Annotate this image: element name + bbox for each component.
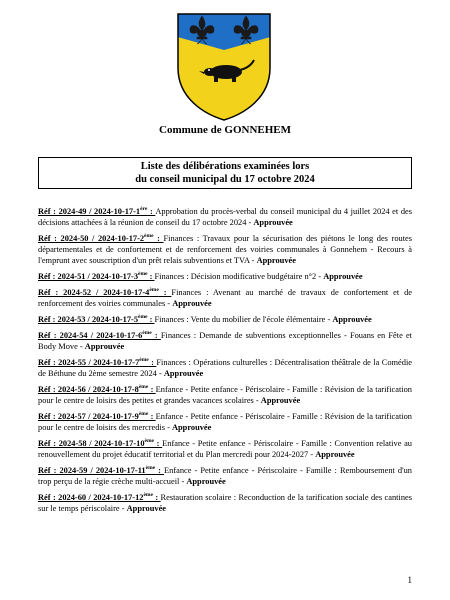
deliberation-status: Approuvée <box>256 256 296 265</box>
deliberation-status: Approuvée <box>172 299 212 308</box>
document-title-box <box>38 157 412 189</box>
deliberation-entry <box>38 314 412 325</box>
reference-number: Réf : 2024-53 / 2024-10-17-5 <box>38 315 139 324</box>
reference-ordinal: ème <box>145 465 156 472</box>
commune-coat-of-arms <box>174 10 274 122</box>
reference-separator: : <box>147 315 155 324</box>
reference-number: Réf : 2024-60 / 2024-10-17-12 <box>38 493 144 502</box>
deliberation-entry <box>38 330 412 352</box>
page-number: 1 <box>407 575 412 585</box>
reference-ordinal: ème <box>142 330 152 337</box>
deliberation-reference <box>38 288 171 297</box>
deliberation-subject: Finances : Travaux pour la sécurisation des piétons le long des routes départementales et de confortement et de renforcement des voiries communales à Gonnehem - Recours à l'emprunt avec souscription d'un prêt relais subventions et TVA - <box>38 234 412 265</box>
deliberation-subject: Enfance - Petite enfance - Périscolaire - Famille : Convention relative au renouvellement du projet éducatif territorial et du Plan mercredi pour 2024-2027 - <box>38 439 412 459</box>
deliberation-entry <box>38 287 412 309</box>
deliberation-subject: Enfance - Petite enfance - Périscolaire - Famille : Remboursement d'un trop perçu de la régie crèche multi-accueil - <box>38 466 412 486</box>
deliberation-subject: Enfance - Petite enfance - Périscolaire - Famille : Révision de la tarification pour le centre de loisirs des mercredis - <box>38 412 412 432</box>
deliberation-reference <box>38 207 155 216</box>
reference-number: Réf : 2024-51 / 2024-10-17-3 <box>38 272 139 281</box>
deliberation-subject: Finances : Demande de subventions exceptionnelles - Fouans en Fête et Body Move - <box>38 331 412 351</box>
deliberation-status: Approuvée <box>332 315 372 324</box>
deliberation-status: Approuvée <box>171 423 212 432</box>
deliberation-reference <box>38 331 161 340</box>
reference-number: Réf : 2024-58 / 2024-10-17-10 <box>38 439 145 448</box>
reference-separator: : <box>148 412 156 421</box>
deliberation-entry <box>38 233 412 266</box>
reference-separator: : <box>148 358 157 367</box>
deliberation-subject: Finances : Opérations culturelles : Décentralisation théâtrale de la Comédie de Béthune du 2ème semestre 2024 - <box>38 358 412 378</box>
reference-separator: : <box>153 234 164 243</box>
deliberation-status: Approuvée <box>163 369 204 378</box>
reference-ordinal: ème <box>144 438 154 445</box>
deliberation-status: Approuvée <box>315 450 355 459</box>
deliberation-subject: Approbation du procès-verbal du conseil municipal du 4 juillet 2024 et des décisions attachées à la réunion de conseil du 17 octobre 2024 - <box>38 207 412 227</box>
commune-name: Commune de GONNEHEM <box>159 124 291 136</box>
deliberation-subject: Finances : Décision modificative budgétaire n°2 - <box>154 272 324 281</box>
deliberation-entry <box>38 384 412 406</box>
reference-number: Réf : 2024-50 / 2024-10-17-2 <box>38 234 145 243</box>
deliberation-entry <box>38 465 412 487</box>
deliberation-subject: Enfance - Petite enfance - Périscolaire - Famille : Révision de la tarification pour le centre de loisirs des petites et grandes vacances scolaires - <box>38 385 412 405</box>
deliberation-subject: Finances : Avenant au marché de travaux de confortement et de renforcement des voiries communales - <box>38 288 413 308</box>
deliberation-status: Approuvée <box>84 342 125 351</box>
reference-number: Réf : 2024-56 / 2024-10-17-8 <box>38 385 139 394</box>
deliberation-entry <box>38 492 412 514</box>
reference-separator: : <box>147 207 156 216</box>
reference-separator: : <box>155 466 165 475</box>
deliberation-list <box>38 206 412 519</box>
reference-ordinal: ème <box>143 492 153 499</box>
deliberation-subject: Finances : Vente du mobilier de l'école élémentaire - <box>154 315 333 324</box>
reference-separator: : <box>152 493 161 502</box>
reference-number: Réf : 2024-57 / 2024-10-17-9 <box>38 412 139 421</box>
deliberation-status: Approuvée <box>323 272 363 281</box>
deliberation-reference <box>38 412 156 421</box>
deliberation-reference <box>38 358 156 367</box>
document-title-line-1: Liste des délibérations examinées lors <box>140 161 310 172</box>
deliberation-status: Approuvée <box>186 477 226 486</box>
deliberation-reference <box>38 466 164 475</box>
reference-ordinal: ème <box>138 411 149 418</box>
reference-ordinal: ère <box>140 206 148 213</box>
deliberation-status: Approuvée <box>260 396 301 405</box>
deliberation-entry <box>38 357 412 379</box>
deliberation-status: Approuvée <box>253 218 293 227</box>
deliberation-reference <box>38 315 154 324</box>
reference-ordinal: ème <box>138 271 148 278</box>
reference-ordinal: ème <box>149 287 159 294</box>
deliberation-entry <box>38 438 412 460</box>
deliberation-reference <box>38 385 156 394</box>
reference-separator: : <box>148 385 156 394</box>
deliberation-status: Approuvée <box>126 504 167 513</box>
reference-ordinal: ème <box>139 357 149 364</box>
deliberation-reference <box>38 439 162 448</box>
deliberation-reference <box>38 272 154 281</box>
reference-number: Réf : 2024-54 / 2024-10-17-6 <box>38 331 143 340</box>
reference-separator: : <box>151 331 161 340</box>
reference-separator: : <box>154 439 163 448</box>
deliberation-entry <box>38 206 412 228</box>
deliberation-subject: Restauration scolaire : Reconduction de la tarification sociale des cantines sur le temps périscolaire - <box>38 493 412 513</box>
reference-number: Réf : 2024-55 / 2024-10-17-7 <box>38 358 140 367</box>
reference-ordinal: ème <box>144 233 154 240</box>
reference-number: Réf : 2024-52 / 2024-10-17-4 <box>38 288 150 297</box>
reference-separator: : <box>147 272 155 281</box>
deliberation-reference <box>38 493 161 502</box>
deliberation-reference <box>38 234 164 243</box>
reference-ordinal: ème <box>138 314 148 321</box>
reference-number: Réf : 2024-49 / 2024-10-17-1 <box>38 207 141 216</box>
deliberation-entry <box>38 271 412 282</box>
reference-number: Réf : 2024-59 / 2024-10-17-11 <box>38 466 146 475</box>
reference-ordinal: ème <box>138 384 149 391</box>
document-title-line-2: du conseil municipal du 17 octobre 2024 <box>135 174 315 185</box>
reference-separator: : <box>158 288 172 297</box>
deliberation-entry <box>38 411 412 433</box>
